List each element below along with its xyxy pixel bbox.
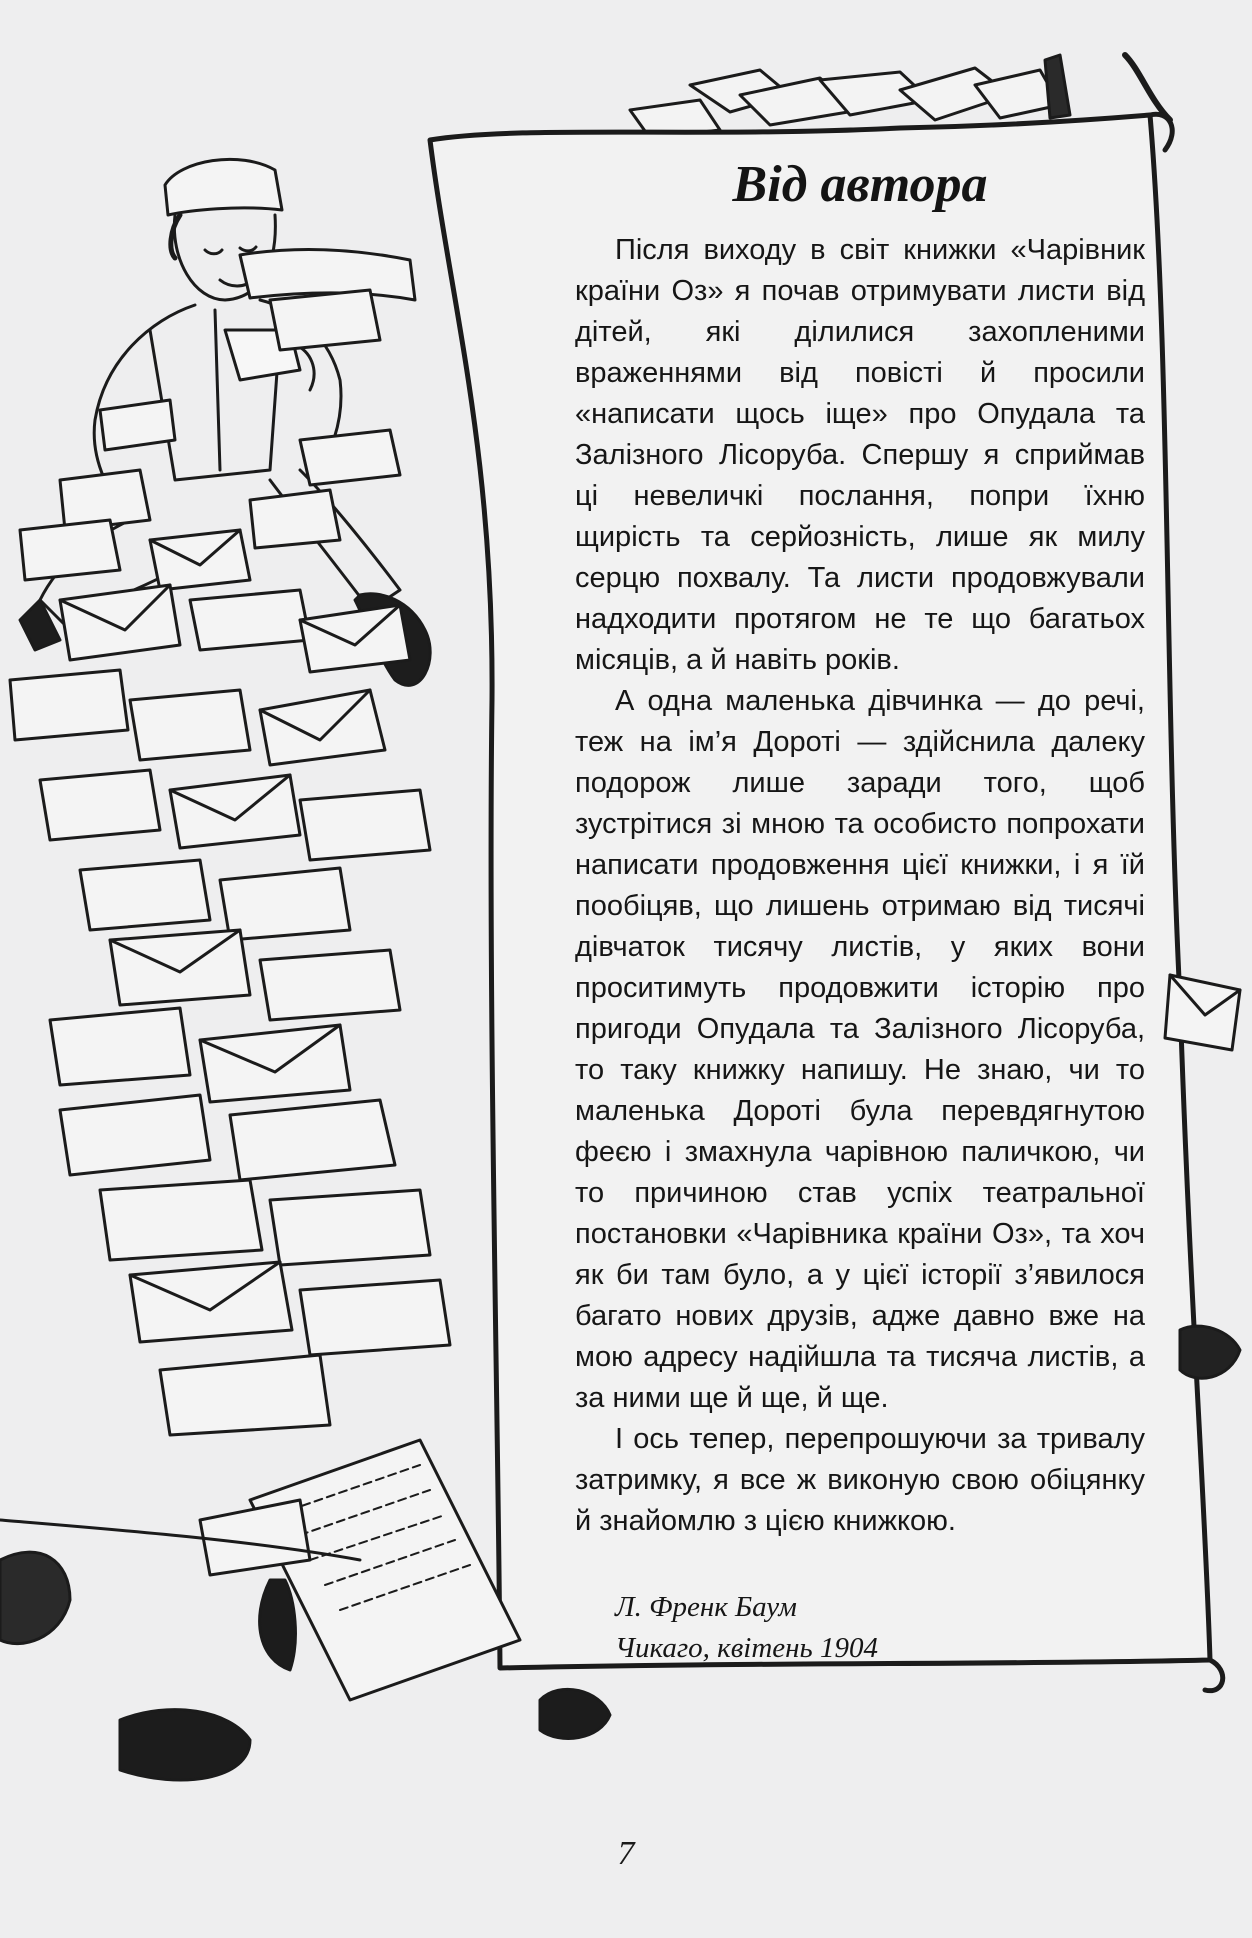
- letters-pile: [10, 250, 450, 1435]
- author-foreword: [575, 150, 1145, 1669]
- section-title: Від автора: [732, 156, 988, 213]
- signature-author: Л. Френк Баум: [615, 1591, 797, 1623]
- signature-block: [615, 1587, 1145, 1669]
- paragraph-3: І ось тепер, перепрошуючи за тривалу затримку, я все ж виконую свою обіцянку й знайомлю з цією книжкою.: [575, 1423, 1145, 1537]
- paragraph-1: Після виходу в світ книжки «Чарівник країни Оз» я почав отримувати листи від дітей, які ділилися захопленими враженнями від повісті й просили «написати щось іще» про Опудала та Залізного Лісоруба. Спершу я сприймав ці невеличкі послання, попри їхню щирість та серйозність, лише як милу серцю похвалу. Та листи продовжували надходити протягом не те що багатьох місяців, а й навіть років.: [575, 234, 1145, 676]
- page-number: 7: [617, 1835, 635, 1872]
- signature-place-date: Чикаго, квітень 1904: [615, 1632, 878, 1664]
- paragraph-2: А одна маленька дівчинка — до речі, теж на ім’я Дороті — здійснила далеку подорож лише заради того, щоб зустрітися зі мною та особисто попрохати написати продовження цієї книжки, і я їй пообіцяв, що лишень отримаю від тисячі дівчаток тисячу листів, у яких вони проситимуть продовжити історію про пригоди Опудала та Залізного Лісоруба, то таку книжку напишу. Не знаю, чи то маленька Дороті була перевдягнутою феєю і змахнула чарівною паличкою, чи то причиною став успіх театральної постановки «Чарівника країни Оз», та хоч як би там було, а у цієї історії з’явилося багато нових друзів, адже давно вже на мою адресу надійшла та тисяча листів, а за ними ще й ще, й ще.: [575, 685, 1145, 1414]
